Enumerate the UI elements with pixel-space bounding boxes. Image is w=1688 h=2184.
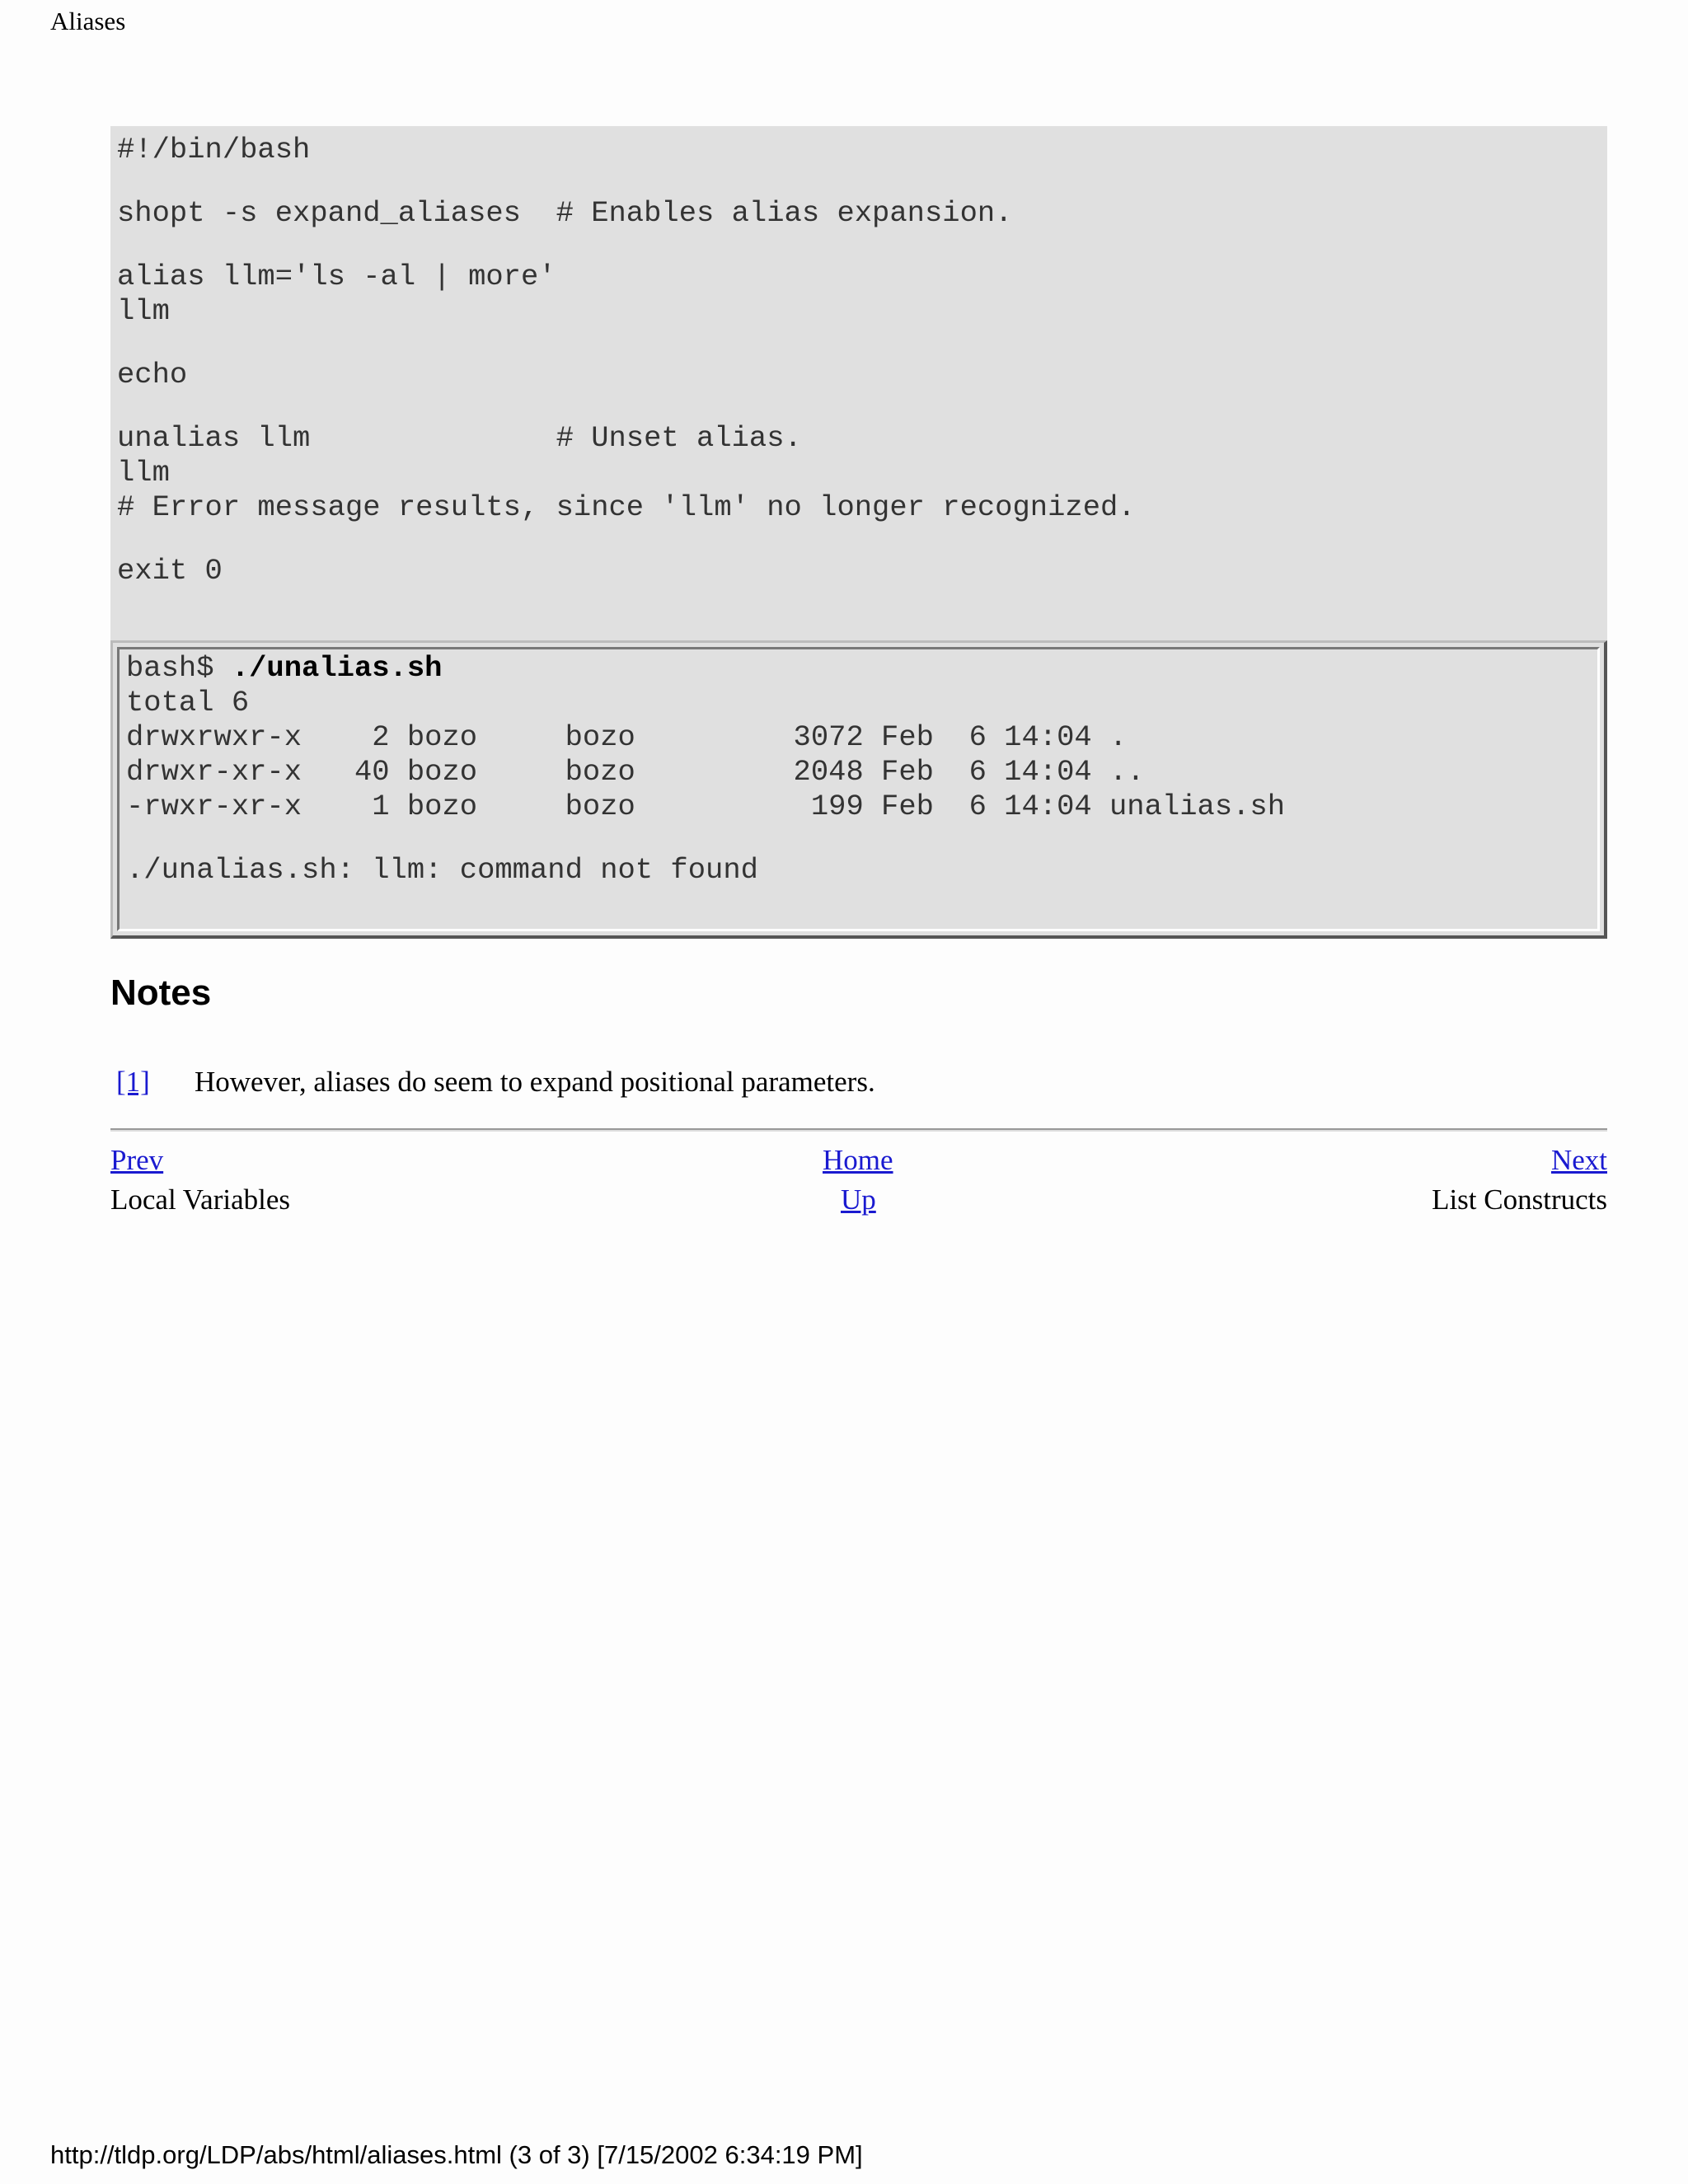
navigation-divider xyxy=(110,1128,1607,1132)
home-link[interactable]: Home xyxy=(823,1144,893,1176)
code-line: llm xyxy=(117,456,170,490)
screen-line: drwxr-xr-x 40 bozo bozo 2048 Feb 6 14:04 .. xyxy=(126,755,1145,789)
prev-page-title: Local Variables xyxy=(110,1183,291,1216)
code-line: exit 0 xyxy=(117,554,223,588)
up-link[interactable]: Up xyxy=(841,1183,876,1216)
next-page-title: List Constructs xyxy=(1432,1183,1607,1216)
page-footer-url: http://tldp.org/LDP/abs/html/aliases.html (3 of 3) [7/15/2002 6:34:19 PM] xyxy=(50,2140,863,2169)
script-listing xyxy=(110,126,1607,640)
screen-line: ./unalias.sh: llm: command not found xyxy=(126,853,758,887)
code-line: # Error message results, since 'llm' no longer recognized. xyxy=(117,490,1136,524)
page-header-title: Aliases xyxy=(50,7,126,35)
footnote-text: However, aliases do seem to expand positional parameters. xyxy=(195,1066,875,1098)
screen-output xyxy=(110,640,1607,939)
code-line: alias llm='ls -al | more' xyxy=(117,260,556,293)
screen-inner-frame xyxy=(117,647,1600,931)
code-line: echo xyxy=(117,358,188,391)
screen-line: -rwxr-xr-x 1 bozo bozo 199 Feb 6 14:04 unalias.sh xyxy=(126,790,1286,823)
shell-prompt: bash$ xyxy=(126,651,232,685)
next-link[interactable]: Next xyxy=(1550,1144,1607,1176)
code-line: unalias llm # Unset alias. xyxy=(117,421,802,455)
code-line: llm xyxy=(117,294,170,328)
screen-line: drwxrwxr-x 2 bozo bozo 3072 Feb 6 14:04 . xyxy=(126,720,1128,754)
prev-link[interactable]: Prev xyxy=(110,1144,164,1176)
notes-heading: Notes xyxy=(110,972,212,1013)
footnote-ref-link[interactable]: [1] xyxy=(116,1066,150,1098)
code-line: #!/bin/bash xyxy=(117,133,311,166)
code-line: shopt -s expand_aliases # Enables alias expansion. xyxy=(117,196,1013,230)
screen-line: total 6 xyxy=(126,686,250,719)
screen-command-line xyxy=(126,651,442,686)
shell-command: ./unalias.sh xyxy=(231,651,443,685)
